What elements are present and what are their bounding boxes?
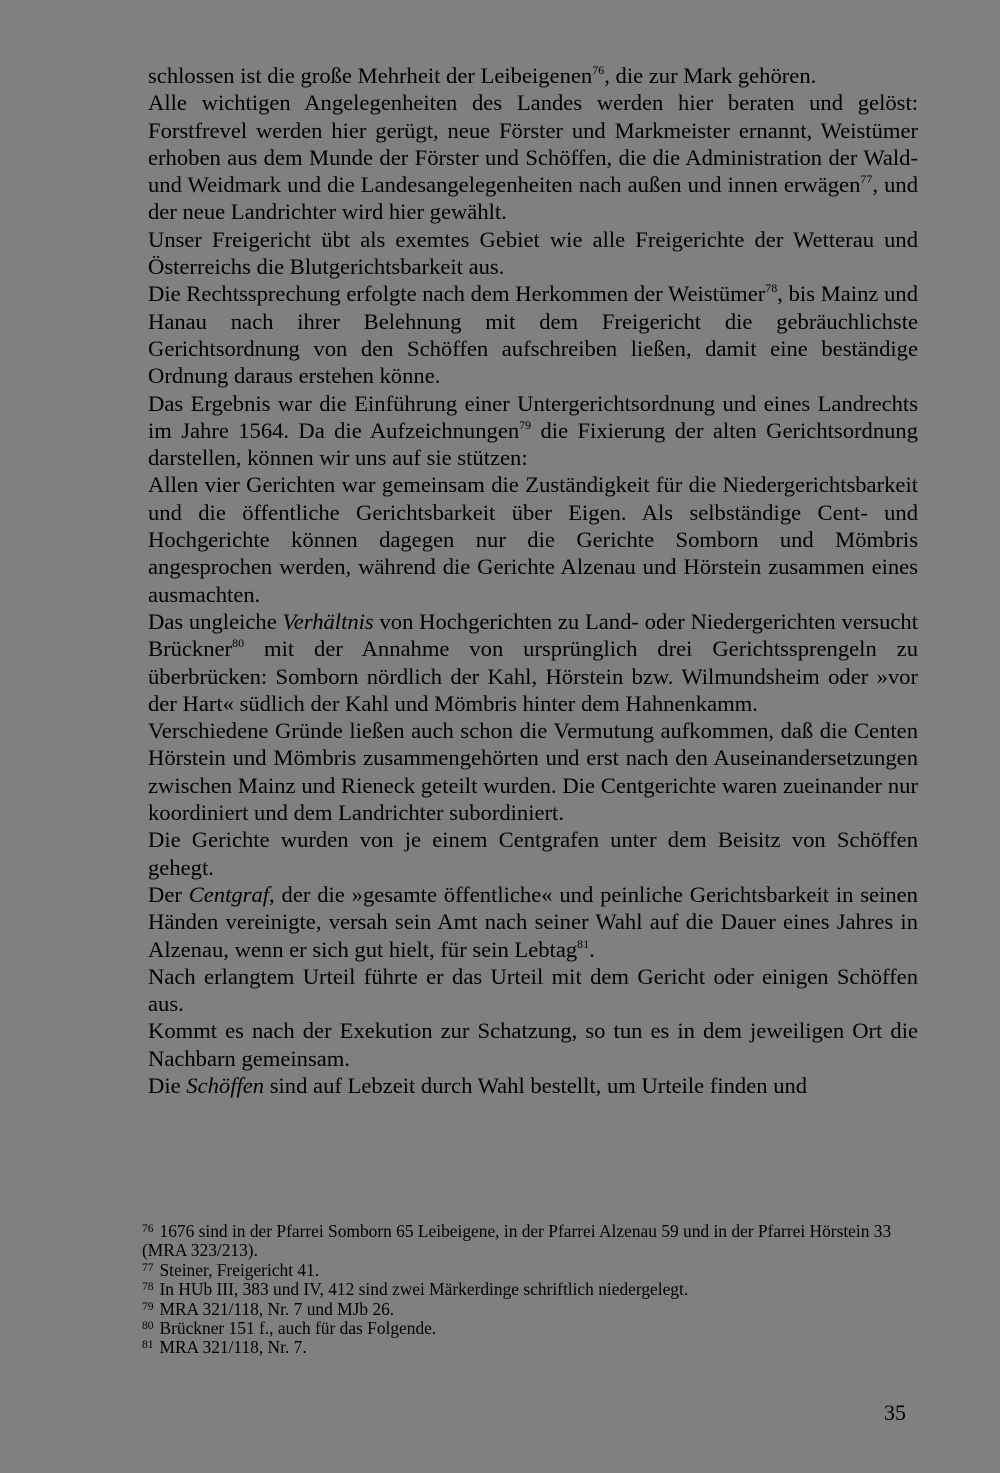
text-segment: Kommt es nach der Exekution zur Schatzung, so tun es in dem jeweiligen Ort die Nachbarn gemeinsam. bbox=[148, 1018, 918, 1071]
text-segment: , und der neue Landrichter wird hier gewählt. bbox=[148, 172, 918, 225]
italic-text: Verhältnis bbox=[282, 608, 374, 634]
text-segment: schlossen ist die große Mehrheit der Leibeigenen bbox=[148, 63, 593, 88]
footnote-number: 80 bbox=[142, 1320, 154, 1333]
paragraph bbox=[148, 717, 918, 826]
footnotes bbox=[142, 1222, 918, 1358]
footnote bbox=[142, 1222, 918, 1261]
text-segment: Verschiedene Gründe ließen auch schon die Vermutung aufkommen, daß die Centen Hörstein und Mömbris zusammengehörten und erst nach den Auseinandersetzungen zwischen Mainz und Rieneck geteilt wurden. Die Centgerichte waren zueinander nur koordiniert und dem Landrichter subordiniert. bbox=[148, 718, 918, 826]
paragraph bbox=[148, 826, 918, 881]
paragraph bbox=[148, 608, 918, 717]
footnote-reference: 81 bbox=[577, 936, 590, 951]
footnote-text: Steiner, Freigericht 41. bbox=[159, 1259, 320, 1280]
footnote-number: 77 bbox=[142, 1261, 154, 1274]
paragraph bbox=[148, 390, 918, 472]
footnote-number: 76 bbox=[142, 1223, 154, 1235]
text-segment: , die zur Mark gehören. bbox=[604, 63, 817, 88]
page-number: 35 bbox=[884, 1400, 906, 1425]
paragraph bbox=[148, 963, 918, 1018]
footnote-number: 79 bbox=[142, 1300, 154, 1313]
text-segment: , der die »gesamte öffentliche« und peinliche Gerichtsbarkeit in seinen Händen vereinigte, versah sein Amt nach seiner Wahl auf die Dauer eines Jahres in Alzenau, wenn er sich gut hielt, für sein Lebtag bbox=[148, 881, 918, 962]
paragraph bbox=[148, 226, 918, 281]
text-segment: Unser Freigericht übt als exemtes Gebiet wie alle Freigerichte der Wetterau und Österreichs die Blutgerichtsbarkeit aus. bbox=[148, 226, 918, 280]
text-segment: Die bbox=[148, 1072, 187, 1098]
paragraph bbox=[148, 1072, 918, 1099]
paragraph bbox=[148, 89, 918, 225]
text-segment: . bbox=[589, 936, 595, 962]
paragraph bbox=[148, 1017, 918, 1072]
footnote bbox=[142, 1319, 918, 1338]
footnote bbox=[142, 1280, 918, 1299]
main-text bbox=[148, 62, 918, 1099]
footnote bbox=[142, 1338, 918, 1357]
footnote-reference: 76 bbox=[592, 63, 605, 77]
footnote-reference: 79 bbox=[519, 417, 532, 432]
text-segment: von Hochgerichten zu Land- oder Niedergerichten versucht Brückner bbox=[148, 608, 918, 662]
footnote-number: 81 bbox=[142, 1339, 154, 1352]
footnote-reference: 78 bbox=[765, 281, 778, 296]
text-segment: Das ungleiche bbox=[148, 608, 283, 634]
paragraph bbox=[148, 881, 918, 963]
footnote-number: 78 bbox=[142, 1281, 154, 1294]
footnote-text: Brückner 151 f., auch für das Folgende. bbox=[159, 1318, 437, 1339]
footnote-text: MRA 321/118, Nr. 7. bbox=[159, 1337, 307, 1358]
footnote-text: 1676 sind in der Pfarrei Somborn 65 Leibeigene, in der Pfarrei Alzenau 59 und in der Pfarrei Hörstein 33 (MRA 323/213). bbox=[142, 1221, 892, 1261]
italic-text: Schöffen bbox=[186, 1072, 265, 1098]
text-segment: sind auf Lebzeit durch Wahl bestellt, um Urteile finden und bbox=[264, 1072, 808, 1098]
text-segment: Die Gerichte wurden von je einem Centgrafen unter dem Beisitz von Schöffen gehegt. bbox=[148, 827, 918, 880]
text-segment: Die Rechtssprechung erfolgte nach dem Herkommen der Weistümer bbox=[148, 281, 766, 307]
footnote-reference: 77 bbox=[860, 172, 873, 187]
paragraph bbox=[148, 280, 918, 389]
footnote-text: In HUb III, 383 und IV, 412 sind zwei Märkerdinge schriftlich niedergelegt. bbox=[159, 1279, 689, 1300]
text-segment: Allen vier Gerichten war gemeinsam die Zuständigkeit für die Niedergerichtsbarkeit und die öffentliche Gerichtsbarkeit über Eigen. Als selbständige Cent- und Hochgerichte können dagegen nur die Gerichte Somborn und Mömbris angesprochen werden, während die Gerichte Alzenau und Hörstein zusammen eines ausmachten. bbox=[148, 472, 918, 607]
text-segment: Alle wichtigen Angelegenheiten des Landes werden hier beraten und gelöst: Forstfrevel werden hier gerügt, neue Förster und Markmeister ernannt, Weistümer erhoben aus dem Munde der Förster und Schöffen, die die Administration der Wald- und Weidmark und die Landesangelegenheiten nach außen und innen erwägen bbox=[148, 90, 918, 198]
text-segment: , bis Mainz und Hanau nach ihrer Belehnung mit dem Freigericht die gebräuchlichste Gerichtsordnung von den Schöffen aufschreiben ließen, damit eine beständige Ordnung daraus erstehen könne. bbox=[148, 281, 918, 389]
text-segment: Nach erlangtem Urteil führte er das Urteil mit dem Gericht oder einigen Schöffen aus. bbox=[148, 963, 918, 1017]
text-segment: mit der Annahme von ursprünglich drei Gerichtssprengeln zu überbrücken: Somborn nördlich der Kahl, Hörstein bzw. Wilmundsheim oder »vor der Hart« südlich der Kahl und Mömbris hinter dem Hahnenkamm. bbox=[148, 636, 918, 716]
footnote-text: MRA 321/118, Nr. 7 und MJb 26. bbox=[159, 1298, 395, 1319]
footnote-reference: 80 bbox=[232, 636, 245, 651]
paragraph bbox=[148, 471, 918, 607]
paragraph bbox=[148, 62, 918, 89]
text-segment: Das Ergebnis war die Einführung einer Untergerichtsordnung und eines Landrechts im Jahre 1564. Da die Aufzeichnungen bbox=[148, 390, 918, 443]
italic-text: Centgraf bbox=[188, 881, 270, 907]
footnote bbox=[142, 1261, 918, 1280]
footnote bbox=[142, 1300, 918, 1319]
text-segment: Der bbox=[148, 881, 189, 907]
text-segment: die Fixierung der alten Gerichtsordnung darstellen, können wir uns auf sie stützen: bbox=[148, 417, 919, 471]
